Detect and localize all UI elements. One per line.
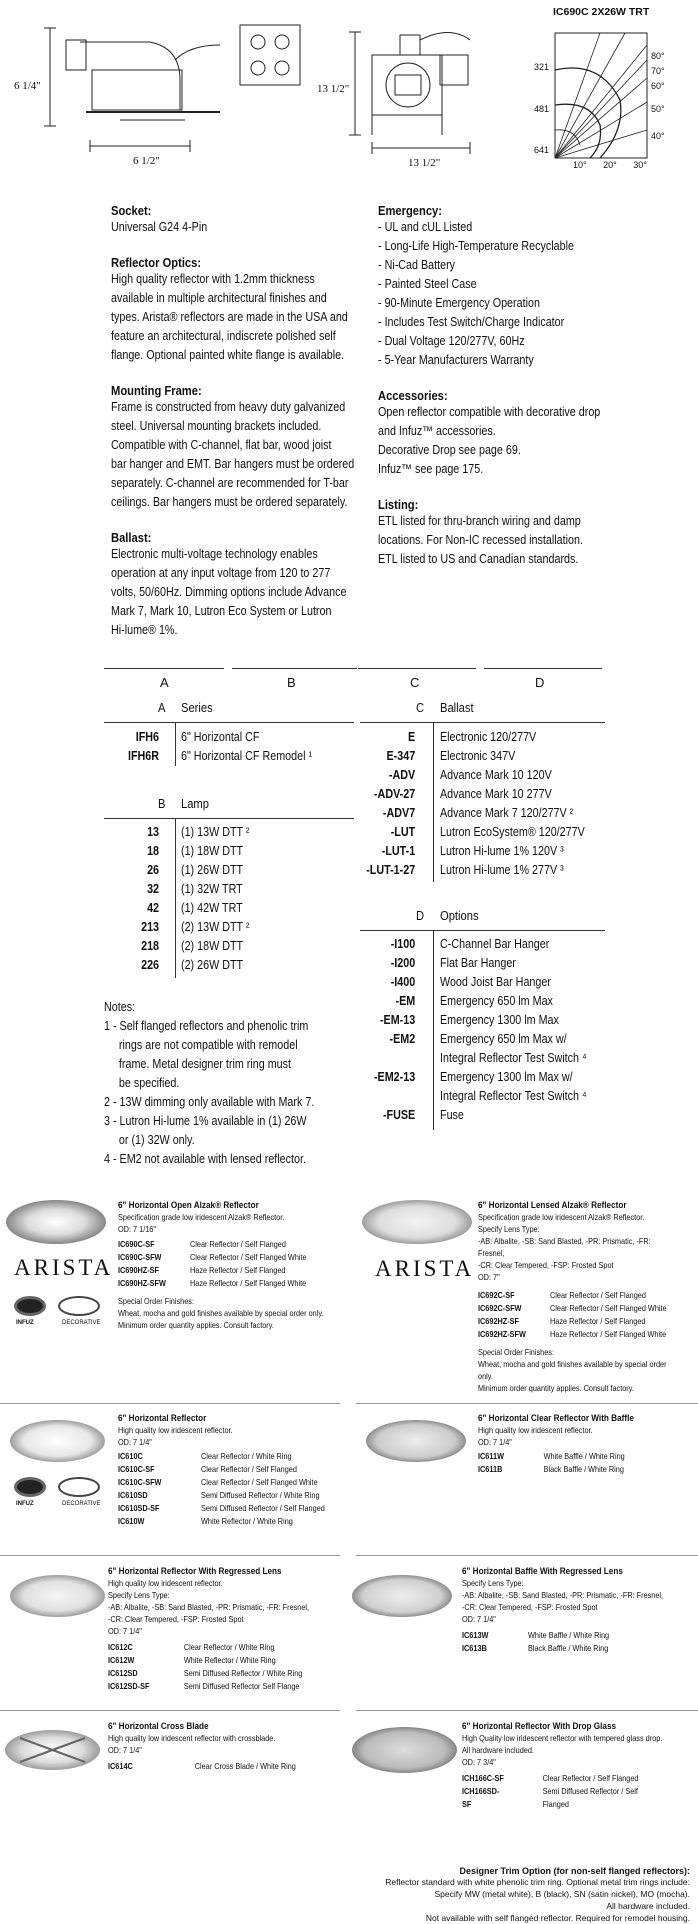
options-letter: D (416, 908, 425, 923)
mounting-heading: Mounting Frame: (111, 383, 202, 398)
decorative-label: DECORATIVE (62, 1320, 101, 1326)
bottom-angles: 10° 20° 30° (573, 160, 647, 170)
baffle-lens-image (352, 1575, 452, 1617)
mounting-text: Frame is constructed from heavy duty galvanized steel. Universal mounting brackets included. Compatible with C-channel, flat bar, wood joist bar hanger and EMT. Bar hangers must be ordered separately. C-channel are recommended for T-bar ceilings. Bar hangers must be ordered separately. (111, 400, 355, 509)
intensity-641: 641 (534, 145, 550, 155)
accessories-heading: Accessories: (378, 388, 448, 403)
lensed-reflector-image (362, 1200, 472, 1244)
decorative-accessory-image (58, 1296, 100, 1316)
product-ich166: 6" Horizontal Reflector With Drop Glass High Quality low iridescent reflector with tempered glass drop. All hardware included. OD: 7 3/4" ICH166C-SF ICH166SD-SF Clear Reflector / Self Flanged Semi Diffused Reflector / Self Flanged (462, 1721, 663, 1809)
ballast-heading: Ballast: (111, 530, 152, 545)
listing-text: ETL listed for thru-branch wiring and damp locations. For Non-IC recessed installation. ETL listed to US and Canadian standards. (378, 514, 583, 566)
reflector-heading: Reflector Optics: (111, 255, 202, 270)
designer-trim-option: Designer Trim Option (for non-self flanged reflectors): Reflector standard with white phenolic trim ring. Optional metal trim rings include: Specify MW (metal white), B (black), SN (satin nickel), MO (mocha). All hardware included. Not available with self flanged reflector. Required for remodel housing. (385, 1866, 690, 1923)
lamp-codes: 13 18 26 32 42 213 218 226 (141, 825, 160, 972)
header-c: C (410, 675, 420, 690)
baffle-reflector-image (366, 1420, 466, 1462)
options-heading: Options (440, 908, 479, 923)
ballast-text: Electronic multi-voltage technology enables operation at any input voltage from 120 to 277 volts, 50/60Hz. Dimming options include Advance Mark 7, Mark 10, Lutron Eco System or Lutron Hi-lume® 1%. (111, 547, 347, 637)
decorative-label-2: DECORATIVE (62, 1501, 101, 1507)
series-codes: IFH6 IFH6R (127, 730, 160, 763)
product-ic692: 6" Horizontal Lensed Alzak® Reflector Specification grade low iridescent Alzak® Reflector. Specify Lens Type: -AB: Albalite, -SB: Sand Blasted, -PR: Prismatic, -FR: Fresnel, -CR: Clear Tempered, -FSP: Frosted Spot OD: 7" IC692C-SF IC692C-SFW IC692HZ-SF IC692HZ-SFW Clear Reflector / Self Flanged Clear Reflector / Self Flanged White Haze Reflector / Self Flanged Haze Reflector / Self Flanged White Special Order Finishes: Wheat, mocha and gold finishes available by special order only. Minimum order quantity applies. Consult factory. (478, 1200, 667, 1393)
socket-heading: Socket: (111, 203, 152, 218)
series-heading: Series (181, 700, 213, 715)
options-descriptions: C-Channel Bar Hanger Flat Bar Hanger Wood Joist Bar Hanger Emergency 650 lm Max Emergency 1300 lm Max Emergency 650 lm Max w/ Integral Reflector Test Switch ⁴ Emergency 1300 lm Max w/ Integral Reflector Test Switch ⁴ Fuse (440, 937, 587, 1122)
reflector-text: High quality reflector with 1.2mm thickness available in multiple architectural finishes and types. Arista® reflectors are made in the USA and feature an architectural, indiscrete polished self flange. Optional painted white flange is available. (111, 272, 348, 362)
width-dimension: 6 1/2" (133, 155, 160, 167)
ballast-column-heading: Ballast (440, 700, 474, 715)
decorative-accessory-image-2 (58, 1477, 100, 1497)
intensity-481: 481 (534, 104, 550, 114)
infuz-accessory-image-2 (14, 1477, 46, 1497)
ballast-codes: E E-347 -ADV -ADV-27 -ADV7 -LUT -LUT-1 -LUT-1-27 (366, 730, 416, 877)
series-descriptions: 6" Horizontal CF 6" Horizontal CF Remodel ¹ (181, 730, 313, 763)
notes: Notes: 1 - Self flanged reflectors and phenolic trim rings are not compatible with remodel frame. Metal designer trim ring must be specified. 2 - 13W dimming only available with Mark 7. 3 - Lutron Hi-lume 1% available in (1) 26W or (1) 32W only. 4 - EM2 not available with lensed reflector. (104, 1000, 315, 1166)
header-a: A (160, 675, 169, 690)
series-letter: A (158, 700, 166, 715)
product-ic611: 6" Horizontal Clear Reflector With Baffle High quality low iridescent reflector. OD: 7 1/4" IC611W IC611B White Baffle / White Ring Black Baffle / White Ring (478, 1413, 634, 1474)
angle-labels: 80° 70° 60° 50° 40° (651, 51, 665, 141)
drop-glass-image (352, 1727, 457, 1773)
intensity-321: 321 (534, 62, 550, 72)
side-height-dimension: 13 1/2" (317, 83, 350, 95)
infuz-accessory-image (14, 1296, 46, 1316)
options-codes: -I100 -I200 -I400 -EM -EM-13 -EM2 -EM2-13 -FUSE (373, 937, 416, 1122)
product-ic612: 6" Horizontal Reflector With Regressed Lens High quality low iridescent reflector. Specify Lens Type: -AB: Albalite, -SB: Sand Blasted, -PR: Prismatic, -FR: Fresnel, -CR: Clear Tempered, -FSP: Frosted Spot OD: 7 1/4" IC612C IC612W IC612SD IC612SD-SF Clear Reflector / White Ring White Reflector / White Ring Semi Diffused Reflector / White Ring Semi Diffused Reflector Self Flange (108, 1566, 310, 1691)
listing-heading: Listing: (378, 497, 419, 512)
product-ic690: 6" Horizontal Open Alzak® Reflector Specification grade low iridescent Alzak® Reflector. OD: 7 1/16" IC690C-SF IC690C-SFW IC690HZ-SF IC690HZ-SFW Clear Reflector / Self Flanged Clear Reflector / Self Flanged White Haze Reflector / Self Flanged Haze Reflector / Self Flanged White Special Order Finishes: Wheat, mocha and gold finishes available by special order only. Minimum order quantity applies. Consult factory. (118, 1200, 324, 1330)
product-ic614: 6" Horizontal Cross Blade High quality low iridescent reflector with crossblade. OD: 7 1/4" IC614C Clear Cross Blade / White Ring (108, 1721, 296, 1771)
infuz-label: INFUZ (16, 1320, 34, 1326)
arista-logo: ARISTA (14, 1255, 114, 1280)
cross-blade-lines (5, 1730, 100, 1770)
ballast-descriptions: Electronic 120/277V Electronic 347V Advance Mark 10 120V Advance Mark 10 277V Advance Mark 7 120/277V ² Lutron EcoSystem® 120/277V Lutron Hi-lume 1% 120V ³ Lutron Hi-lume 1% 277V ³ (440, 730, 585, 877)
header-d: D (535, 675, 545, 690)
header-b: B (287, 675, 296, 690)
product-ic610: 6" Horizontal Reflector High quality low iridescent reflector. OD: 7 1/4" IC610C IC610C-SF IC610C-SFW IC610SD IC610SD-SF IC610W Clear Reflector / White Ring Clear Reflector / Self Flanged Clear Reflector / Self Flanged White Semi Diffused Reflector / White Ring Semi Diffused Reflector / Self Flanged White Reflector / White Ring (118, 1413, 325, 1526)
accessories-text: Open reflector compatible with decorative drop and Infuz™ accessories. Decorative Drop see page 69. Infuz™ see page 175. (378, 405, 601, 476)
photometric-title: IC690C 2X26W TRT (553, 6, 650, 18)
regressed-lens-image (10, 1575, 105, 1617)
emergency-heading: Emergency: (378, 203, 443, 218)
arista-logo-2: ARISTA (375, 1256, 475, 1281)
height-dimension: 6 1/4" (14, 80, 41, 92)
ballast-letter: C (416, 700, 425, 715)
spec-right-column (378, 203, 698, 569)
socket-text: Universal G24 4-Pin (111, 220, 208, 234)
lamp-descriptions: (1) 13W DTT ² (1) 18W DTT (1) 26W DTT (1) 32W TRT (1) 42W TRT (2) 13W DTT ² (2) 18W DTT (2) 26W DTT (181, 825, 250, 972)
reflector-image (10, 1420, 105, 1462)
open-reflector-image (6, 1200, 106, 1244)
lamp-letter: B (158, 796, 166, 811)
emergency-text: - UL and cUL Listed - Long-Life High-Temperature Recyclable - Ni-Cad Battery - Painted Steel Case - 90-Minute Emergency Operation - Includes Test Switch/Charge Indicator - Dual Voltage 120/277V, 60Hz - 5-Year Manufacturers Warranty (378, 220, 574, 367)
side-width-dimension: 13 1/2" (408, 157, 441, 169)
lamp-heading: Lamp (181, 796, 209, 811)
infuz-label-2: INFUZ (16, 1501, 34, 1507)
product-ic613: 6" Horizontal Baffle With Regressed Lens Specify Lens Type: -AB: Albalite, -SB: Sand Blasted, -PR: Prismatic, -FR: Fresnel, -CR: Clear Tempered, -FSP: Frosted Spot OD: 7 1/4" IC613W IC613B White Baffle / White Ring Black Baffle / White Ring (462, 1566, 664, 1653)
